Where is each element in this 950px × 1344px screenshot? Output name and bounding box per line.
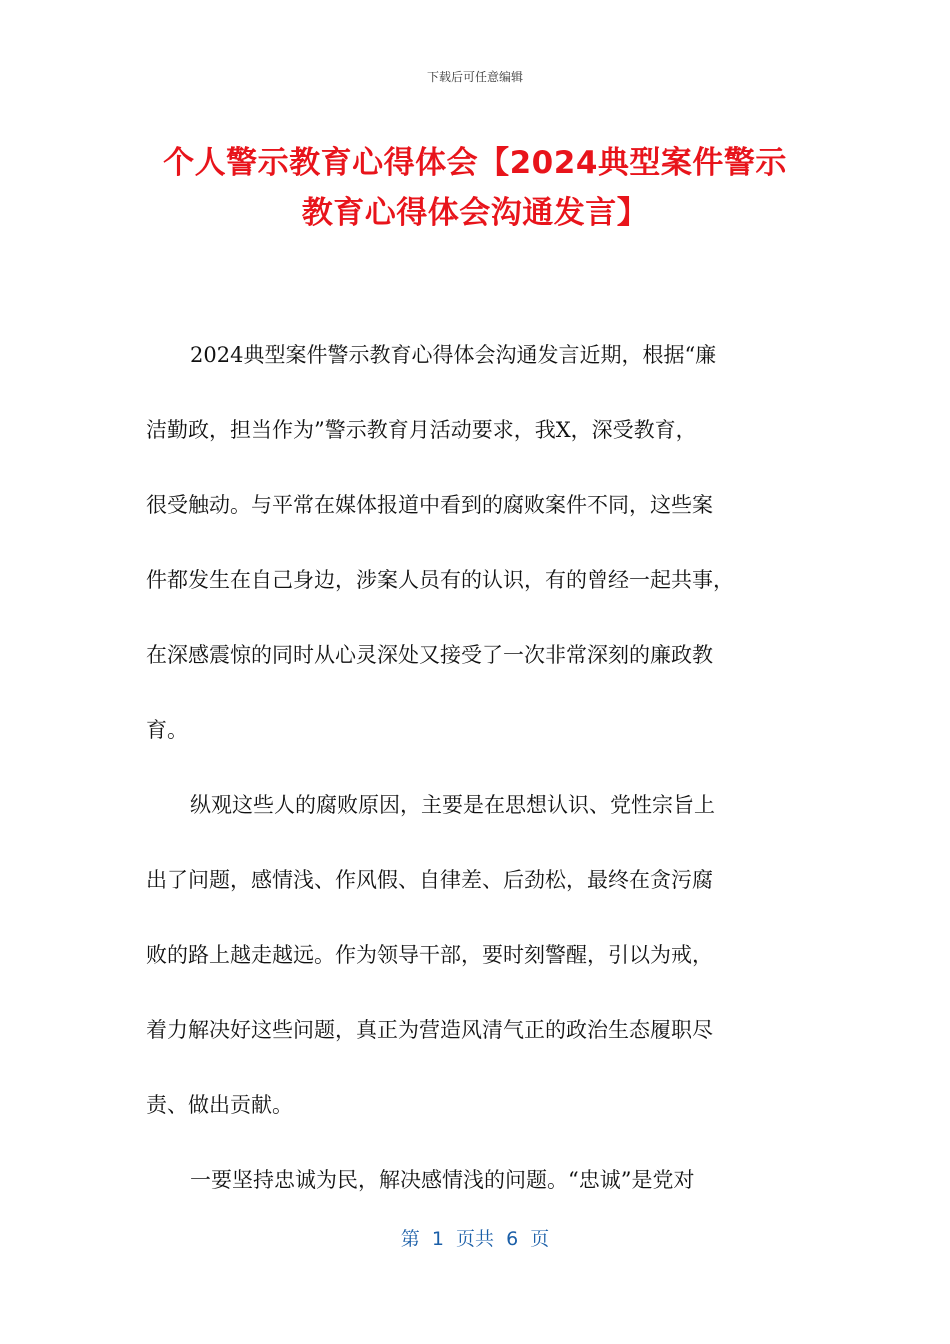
paragraph-1-line-5: 在深感震惊的同时从心灵深处又接受了一次非常深刻的廉政教: [146, 643, 713, 667]
paragraph-2-line-3: 败的路上越走越远。作为领导干部，要时刻警醒，引以为戒，: [146, 943, 713, 967]
paragraph-1-line-3: 很受触动。与平常在媒体报道中看到的腐败案件不同，这些案: [146, 493, 713, 517]
paragraph-1-line-1: 2024典型案件警示教育心得体会沟通发言近期，根据“廉: [190, 343, 717, 367]
paragraph-2-line-5: 责、做出贡献。: [146, 1093, 293, 1117]
paragraph-3-line-1: 一要坚持忠诚为民，解决感情浅的问题。“忠诚”是党对: [190, 1168, 695, 1192]
document-title: [120, 138, 830, 238]
paragraph-2-line-2: 出了问题，感情浅、作风假、自律差、后劲松，最终在贪污腐: [146, 868, 713, 892]
body-text: [146, 318, 806, 1218]
paragraph-1-line-2: 洁勤政，担当作为”警示教育月活动要求，我X，深受教育，: [146, 418, 697, 442]
title-line-2: 教育心得体会沟通发言】: [301, 195, 649, 231]
paragraph-1-line-4: 件都发生在自己身边，涉案人员有的认识，有的曾经一起共事，: [146, 568, 734, 592]
paragraph-2-line-1: 纵观这些人的腐败原因，主要是在思想认识、党性宗旨上: [190, 793, 715, 817]
header-note: 下载后可任意编辑: [426, 70, 523, 84]
paragraph-2-line-4: 着力解决好这些问题，真正为营造风清气正的政治生态履职尽: [146, 1018, 713, 1042]
paragraph-1-line-6: 育。: [146, 718, 188, 742]
title-line-1: 个人警示教育心得体会【2024典型案件警示: [163, 145, 787, 181]
page-number-footer: 第 1 页共 6 页: [400, 1228, 550, 1250]
